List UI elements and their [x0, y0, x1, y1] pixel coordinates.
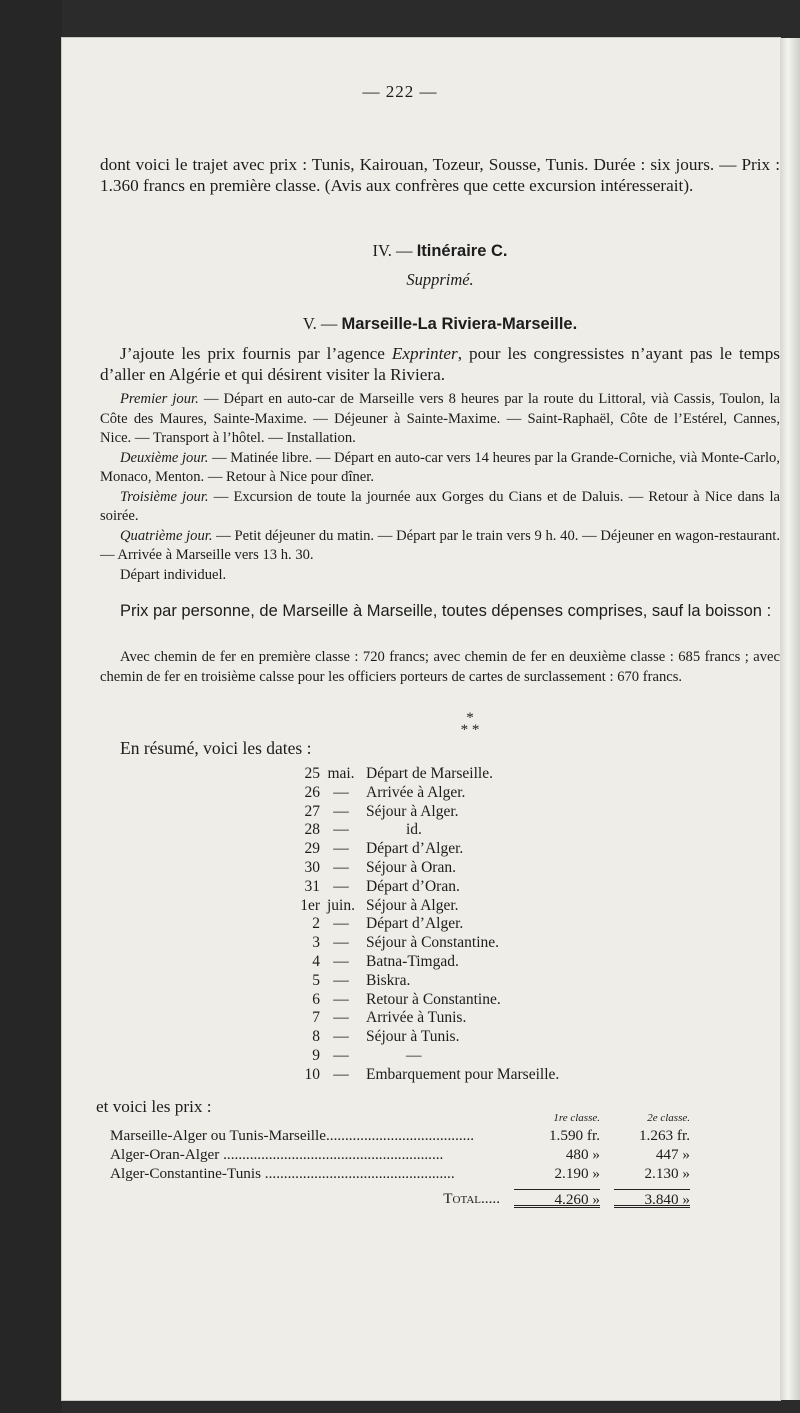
date-event: Arrivée à Alger. [366, 783, 466, 801]
section-4-note: Supprimé. [406, 270, 474, 289]
section-4-number: IV. — [372, 241, 413, 260]
price-paragraph-text: Avec chemin de fer en première classe : 720 francs; avec chemin de fer en deuxième classe : 685 francs ; avec chemin de fer en troisième calsse pour les officiers porteurs de cartes de surclassement : 670 francs. [100, 649, 780, 685]
date-event: id. [406, 821, 422, 839]
date-row [260, 803, 559, 822]
price-table [110, 1110, 690, 1208]
day-4-label: Quatrième jour. [120, 527, 213, 544]
date-row [260, 765, 559, 784]
date-event: Retour à Constantine. [366, 990, 501, 1008]
date-event: Départ d’Oran. [366, 877, 460, 895]
date-event: Séjour à Oran. [366, 858, 456, 876]
day-4-text: — Petit déjeuner du matin. — Départ par le train vers 9 h. 40. — Déjeuner en wagon-restaurant. — Arrivée à Marseille vers 13 h. 30. [100, 527, 781, 563]
date-day: 27 [304, 802, 320, 820]
riviera-intro-a: J’ajoute les prix fournis par l’agence [120, 344, 392, 363]
date-event: Séjour à Constantine. [366, 934, 500, 952]
date-month: — [333, 840, 349, 858]
riviera-intro [100, 343, 780, 385]
date-day: 10 [304, 1065, 320, 1083]
date-event: Départ d’Alger. [366, 915, 464, 933]
header-spacer [110, 1110, 514, 1126]
total-label: Total..... [443, 1190, 500, 1207]
riviera-intro-text [100, 343, 780, 385]
itinerary-days [100, 390, 780, 585]
table-row [110, 1145, 690, 1164]
day-3-label: Troisième jour. [120, 488, 209, 505]
date-month: — [333, 1028, 349, 1046]
summary-heading [100, 738, 780, 759]
section-5-heading [100, 314, 780, 334]
date-month: — [333, 877, 349, 895]
header-first-class: 1re classe. [553, 1112, 600, 1124]
date-month: — [333, 934, 349, 952]
date-day: 4 [312, 952, 320, 970]
date-row [260, 1066, 559, 1085]
scan-background [0, 0, 62, 1413]
asterism-top: * [466, 710, 474, 726]
date-day: 30 [304, 858, 320, 876]
date-day: 7 [312, 1009, 320, 1027]
row-first-class: 1.590 fr. [548, 1127, 600, 1144]
asterism [450, 712, 490, 736]
date-month: — [333, 971, 349, 989]
prices-heading-text: et voici les prix : [96, 1097, 212, 1116]
date-row [260, 859, 559, 878]
date-event: Batna-Timgad. [366, 952, 459, 970]
date-event: — [406, 1046, 422, 1064]
date-day: 3 [312, 934, 320, 952]
row-label: Marseille-Alger ou Tunis-Marseille....................................... [110, 1127, 475, 1144]
date-row [260, 934, 559, 953]
asterism-bottom: * * [460, 722, 480, 738]
riviera-intro-b: , pour les congressistes n’ayant pas le temps d’aller en Algérie et qui désirent visiter la Riviera. [100, 344, 780, 384]
date-event: Embarquement pour Marseille. [366, 1065, 560, 1083]
intro-text: dont voici le trajet avec prix : Tunis, Kairouan, Tozeur, Sousse, Tunis. Durée : six jours. — Prix : 1.360 francs en première classe. (Avis aux confrères que cette excursion intéresserait). [100, 155, 780, 195]
date-day: 2 [312, 915, 320, 933]
total-first-class: 4.260 » [514, 1189, 600, 1208]
date-day: 25 [304, 765, 320, 782]
date-month: — [333, 1046, 349, 1064]
date-month: — [333, 1065, 349, 1083]
date-event: Biskra. [366, 971, 411, 989]
page-number: — 222 — [362, 82, 438, 101]
day-3 [100, 488, 780, 527]
dates-list [260, 765, 559, 1085]
date-row [260, 972, 559, 991]
row-second-class: 447 » [655, 1146, 690, 1163]
section-5-number: V. — [302, 314, 338, 333]
date-day: 6 [312, 990, 320, 1008]
date-row [260, 991, 559, 1010]
page-edge [780, 38, 800, 1400]
date-row [260, 784, 559, 803]
date-row [260, 1009, 559, 1028]
total-row [110, 1189, 690, 1208]
date-event: Départ d’Alger. [366, 840, 464, 858]
total-second-class: 3.840 » [614, 1189, 690, 1208]
date-row [260, 840, 559, 859]
row-first-class: 2.190 » [554, 1165, 600, 1182]
section-4-heading [100, 241, 780, 261]
agency-name: Exprinter [391, 344, 458, 363]
price-table-header [110, 1110, 690, 1126]
day-2 [100, 449, 780, 488]
date-day: 9 [312, 1046, 320, 1064]
date-event: Séjour à Alger. [366, 802, 459, 820]
header-second-class: 2e classe. [647, 1112, 690, 1124]
summary-heading-text: En résumé, voici les dates : [120, 738, 312, 758]
date-month: — [333, 802, 349, 820]
row-first-class: 480 » [565, 1146, 600, 1163]
date-row [260, 878, 559, 897]
day-1-label: Premier jour. [120, 391, 199, 407]
date-event: Séjour à Alger. [366, 896, 459, 914]
date-month: — [333, 821, 349, 839]
date-row [260, 1028, 559, 1047]
date-event: Arrivée à Tunis. [366, 1009, 467, 1027]
date-day: 1er [300, 896, 320, 914]
date-row [260, 953, 559, 972]
date-day: 29 [304, 840, 320, 858]
date-event: Séjour à Tunis. [366, 1028, 460, 1046]
intro-paragraph [100, 154, 780, 196]
date-row [260, 897, 559, 916]
day-2-label: Deuxième jour. [120, 449, 209, 466]
date-month: mai. [327, 765, 355, 782]
row-label: Alger-Oran-Alger .......................................................... [110, 1146, 444, 1163]
row-second-class: 2.130 » [644, 1165, 690, 1182]
date-row [260, 821, 559, 840]
section-4-title: Itinéraire C. [416, 242, 508, 260]
table-row [110, 1164, 690, 1183]
date-day: 8 [312, 1028, 320, 1046]
day-3-text: — Excursion de toute la journée aux Gorges du Cians et de Daluis. — Retour à Nice dans la soirée. [100, 488, 780, 524]
day-1-text: — Départ en auto-car de Marseille vers 8 heures par la route du Littoral, vià Cassis, Toulon, la Côte des Maures, Sainte-Maxime. — Déjeuner à Sainte-Maxime. — Saint-Raphaël, Côte de l’Estérel, Cannes, Nice. — Transport à l’hôtel. — Installation. [100, 391, 781, 446]
price-heading-text: Prix par personne, de Marseille à Marseille, toutes dépenses comprises, sauf la boisson : [120, 602, 772, 620]
table-row [110, 1126, 690, 1145]
date-day: 28 [304, 821, 320, 839]
date-month: — [333, 858, 349, 876]
date-row [260, 1047, 559, 1066]
date-month: — [333, 952, 349, 970]
date-day: 5 [312, 971, 320, 989]
date-month: — [333, 990, 349, 1008]
price-heading [100, 601, 780, 622]
date-day: 26 [304, 783, 320, 801]
day-1 [100, 390, 780, 449]
date-row [260, 915, 559, 934]
date-month: — [333, 783, 349, 801]
price-paragraph [100, 648, 780, 687]
section-5-title: Marseille-La Riviera-Marseille. [341, 315, 578, 333]
date-event: Départ de Marseille. [366, 765, 493, 782]
row-second-class: 1.263 fr. [638, 1127, 690, 1144]
date-month: juin. [327, 896, 355, 914]
day-2-text: — Matinée libre. — Départ en auto-car vers 14 heures par la Grande-Corniche, vià Monte-Carlo, Monaco, Menton. — Retour à Nice pour dîner. [100, 449, 780, 485]
date-month: — [333, 1009, 349, 1027]
date-month: — [333, 915, 349, 933]
row-label: Alger-Constantine-Tunis .................................................. [110, 1165, 455, 1182]
departure-note: Départ individuel. [120, 566, 227, 583]
day-4 [100, 527, 780, 566]
date-day: 31 [304, 877, 320, 895]
